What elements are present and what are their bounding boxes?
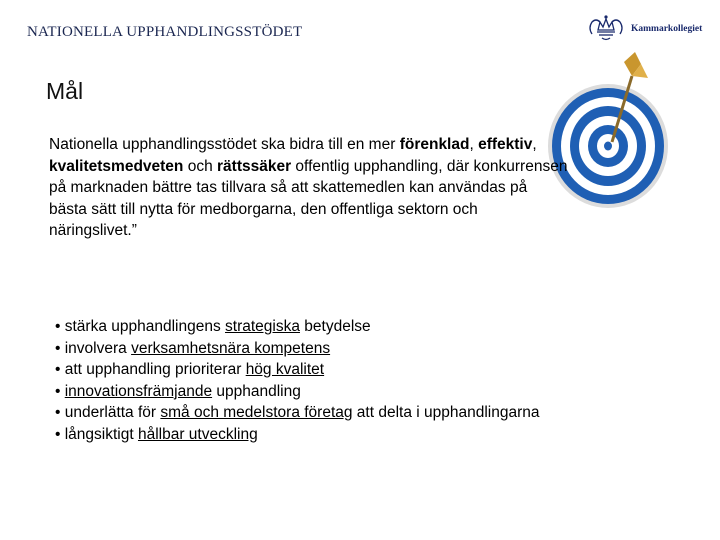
list-item: • att upphandling prioriterar hög kvalitet [55, 361, 325, 378]
intro-text: , [469, 136, 479, 153]
slide-title: Mål [46, 78, 84, 104]
intro-paragraph [49, 134, 569, 242]
goal-list [55, 316, 540, 445]
crown-logo-icon [584, 12, 628, 44]
list-item: • innovationsfrämjande upphandling [55, 382, 301, 400]
intro-bold: rättssäker [217, 157, 292, 175]
list-item: • involvera verksamhetsnära kompetens [55, 339, 331, 357]
intro-text: Nationella upphandlingsstödet ska bidra till en mer [49, 136, 400, 153]
intro-text: offentlig upphandling, där konkurrensen på marknaden bättre tas tillvara så att skattemedlen kan användas på bästa sätt till nytta för medborgarna, den offentliga sektorn och näringslivet.” [49, 157, 568, 239]
intro-bold: förenklad [399, 136, 470, 153]
list-item: • långsiktigt hållbar utveckling [55, 425, 258, 443]
list-item: • stärka upphandlingens strategiska betydelse [55, 318, 371, 335]
intro-text: och [183, 157, 218, 175]
kammarkollegiet-logo [584, 12, 714, 44]
intro-text: , [532, 136, 537, 153]
intro-bold: kvalitetsmedveten [49, 157, 184, 175]
list-item: • underlätta för små och medelstora företag att delta i upphandlingarna [55, 404, 540, 421]
intro-bold: effektiv [478, 136, 533, 153]
header-title: NATIONELLA UPPHANDLINGSSTÖDET [27, 24, 303, 40]
logo-text: Kammarkollegiet [631, 24, 703, 34]
